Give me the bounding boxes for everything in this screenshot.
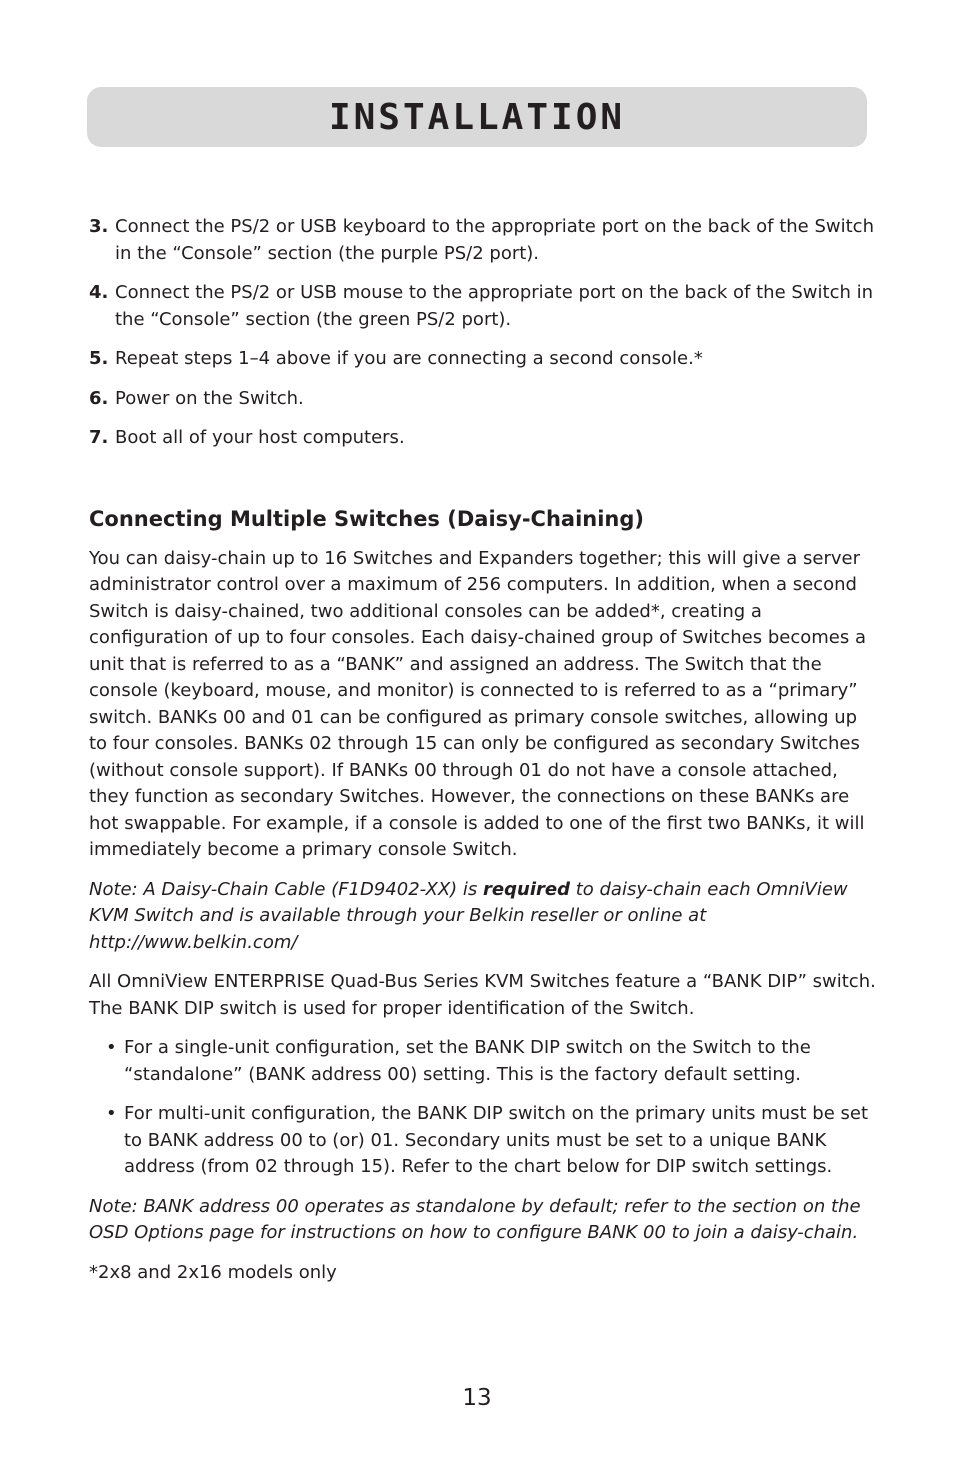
bullet-item (89, 1035, 879, 1088)
steps-list (89, 214, 879, 452)
bullet-item (89, 1101, 879, 1181)
step-text: Connect the PS/2 or USB keyboard to the appropriate port on the back of the Switch in the “Console” section (the purple PS/2 port). (115, 216, 874, 264)
step-item (89, 346, 879, 373)
header-banner (87, 87, 867, 147)
step-text: Connect the PS/2 or USB mouse to the appropriate port on the back of the Switch in the “Console” section (the green PS/2 port). (115, 282, 874, 330)
dip-intro-paragraph: All OmniView ENTERPRISE Quad-Bus Series KVM Switches feature a “BANK DIP” switch. The BANK DIP switch is used for proper identification of the Switch. (89, 971, 876, 1019)
step-item (89, 214, 879, 267)
step-number: 4. (89, 282, 109, 303)
note-text: Note: A Daisy-Chain Cable (F1D9402-XX) is (89, 878, 484, 900)
bullet-text: For a single-unit configuration, set the BANK DIP switch on the Switch to the “standalone” (BANK address 00) setting. This is the factory default setting. (124, 1037, 811, 1085)
step-number: 6. (89, 387, 109, 409)
step-number: 7. (89, 427, 109, 448)
intro-paragraph: You can daisy-chain up to 16 Switches and Expanders together; this will give a server administrator control over a maximum of 256 computers. In addition, when a second Switch is daisy-chained, two additional consoles can be added*, creating a configuration of up to four consoles. Each daisy-chained group of Switches becomes a unit that is referred to as a “BANK” and assigned an address. The Switch that the console (keyboard, mouse, and monitor) is connected to is referred to as a “primary” switch. BANKs 00 and 01 can be configured as primary console switches, allowing up to four consoles. BANKs 02 through 15 can only be configured as secondary Switches (without console support). If BANKs 00 through 01 do not have a console attached, they function as secondary Switches. However, the connections on these BANKs are hot swappable. For example, if a console is added to one of the first two BANKs, it will immediately become a primary console Switch. (89, 547, 866, 860)
step-number: 3. (89, 216, 109, 237)
step-text: Power on the Switch. (115, 387, 304, 409)
step-item (89, 386, 879, 413)
bank-address-note: Note: BANK address 00 operates as standalone by default; refer to the section on the OSD Options page for instructions on how to configure BANK 00 to join a daisy-chain. (89, 1195, 861, 1243)
step-item (89, 280, 879, 333)
bullet-text: For multi-unit configuration, the BANK DIP switch on the primary units must be set to BANK address 00 to (or) 01. Secondary units must be set to a unique BANK address (from 02 through 15). Refer to the chart below for DIP switch settings. (124, 1103, 869, 1177)
step-text: Boot all of your host computers. (115, 427, 405, 448)
page-number: 13 (462, 1385, 492, 1411)
page-title: INSTALLATION (328, 96, 626, 138)
section-heading: Connecting Multiple Switches (Daisy-Chaining) (89, 506, 645, 531)
note-text: to daisy-chain each OmniView KVM Switch and is available through your Belkin reseller or online at http://www.belkin.com/ (89, 878, 848, 953)
footnote: *2x8 and 2x16 models only (89, 1261, 337, 1283)
bullet-mark: • (106, 1037, 117, 1058)
page-content (89, 214, 879, 1299)
step-number: 5. (89, 348, 109, 369)
bullet-mark: • (106, 1103, 117, 1124)
step-item (89, 425, 879, 452)
note-emphasis: required (483, 878, 570, 900)
step-text: Repeat steps 1–4 above if you are connecting a second console.* (115, 348, 703, 369)
daisy-chain-cable-note (89, 877, 879, 957)
